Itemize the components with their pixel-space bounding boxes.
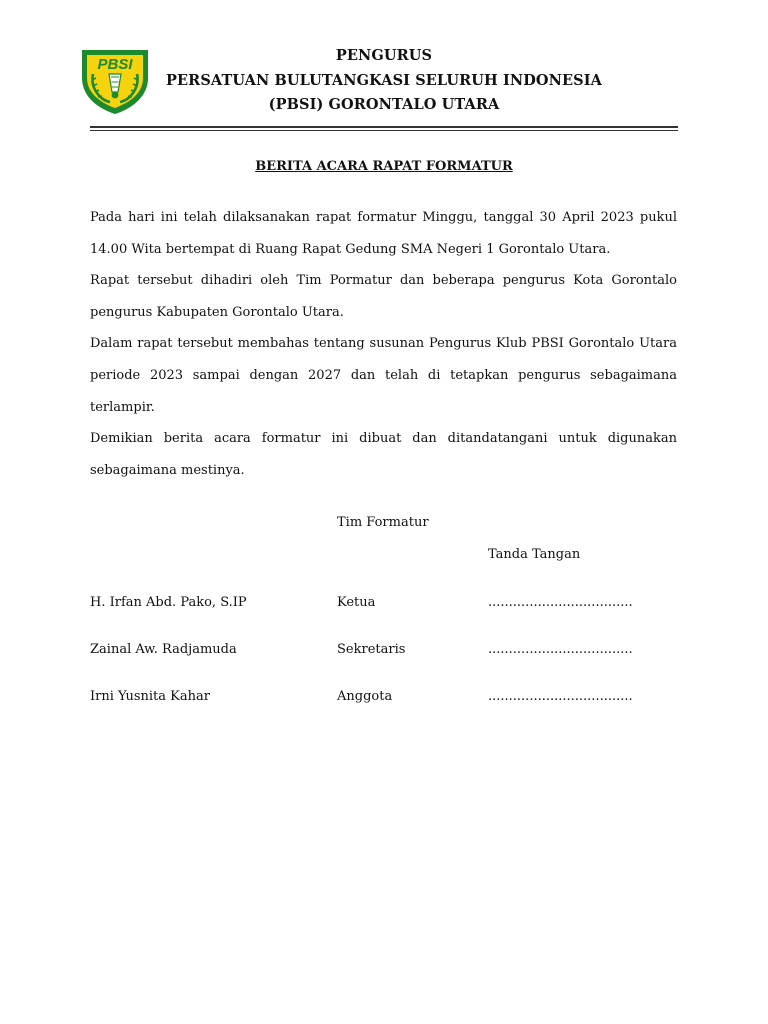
member-role: Ketua xyxy=(337,595,376,610)
document-body xyxy=(90,202,677,486)
letterhead xyxy=(150,44,618,118)
header-line-2: PERSATUAN BULUTANGKASI SELURUH INDONESIA xyxy=(166,71,602,89)
paragraph: Demikian berita acara formatur ini dibuat dan ditandatangani untuk digunakan sebagaimana mestinya. xyxy=(90,431,677,478)
paragraph: Pada hari ini telah dilaksanakan rapat formatur Minggu, tanggal 30 April 2023 pukul 14.00 Wita bertempat di Ruang Rapat Gedung SMA Negeri 1 Gorontalo Utara. xyxy=(90,210,677,257)
member-name: H. Irfan Abd. Pako, S.IP xyxy=(90,595,247,610)
signature-column-header: Tanda Tangan xyxy=(488,547,581,562)
logo-text: PBSI xyxy=(97,56,133,73)
member-name: Irni Yusnita Kahar xyxy=(90,689,210,704)
document-title: BERITA ACARA RAPAT FORMATUR xyxy=(255,159,513,174)
header-line-1: PENGURUS xyxy=(335,47,433,64)
member-role: Anggota xyxy=(337,689,393,704)
paragraph: Rapat tersebut dihadiri oleh Tim Pormatur dan beberapa pengurus Kota Gorontalo pengurus Kabupaten Gorontalo Utara. xyxy=(90,273,677,320)
letterhead-divider xyxy=(90,126,678,131)
signature-line: ................................... xyxy=(488,689,633,704)
signature-line: ................................... xyxy=(488,642,633,657)
team-label: Tim Formatur xyxy=(337,515,429,530)
signature-line: ................................... xyxy=(488,595,633,610)
header-line-3: (PBSI) GORONTALO UTARA xyxy=(268,96,500,113)
member-role: Sekretaris xyxy=(337,642,406,657)
pbsi-logo xyxy=(76,44,154,116)
paragraph: Dalam rapat tersebut membahas tentang susunan Pengurus Klub PBSI Gorontalo Utara periode 2023 sampai dengan 2027 dan telah di tetapkan pengurus sebagaimana terlampir. xyxy=(90,336,677,415)
member-name: Zainal Aw. Radjamuda xyxy=(90,642,237,657)
